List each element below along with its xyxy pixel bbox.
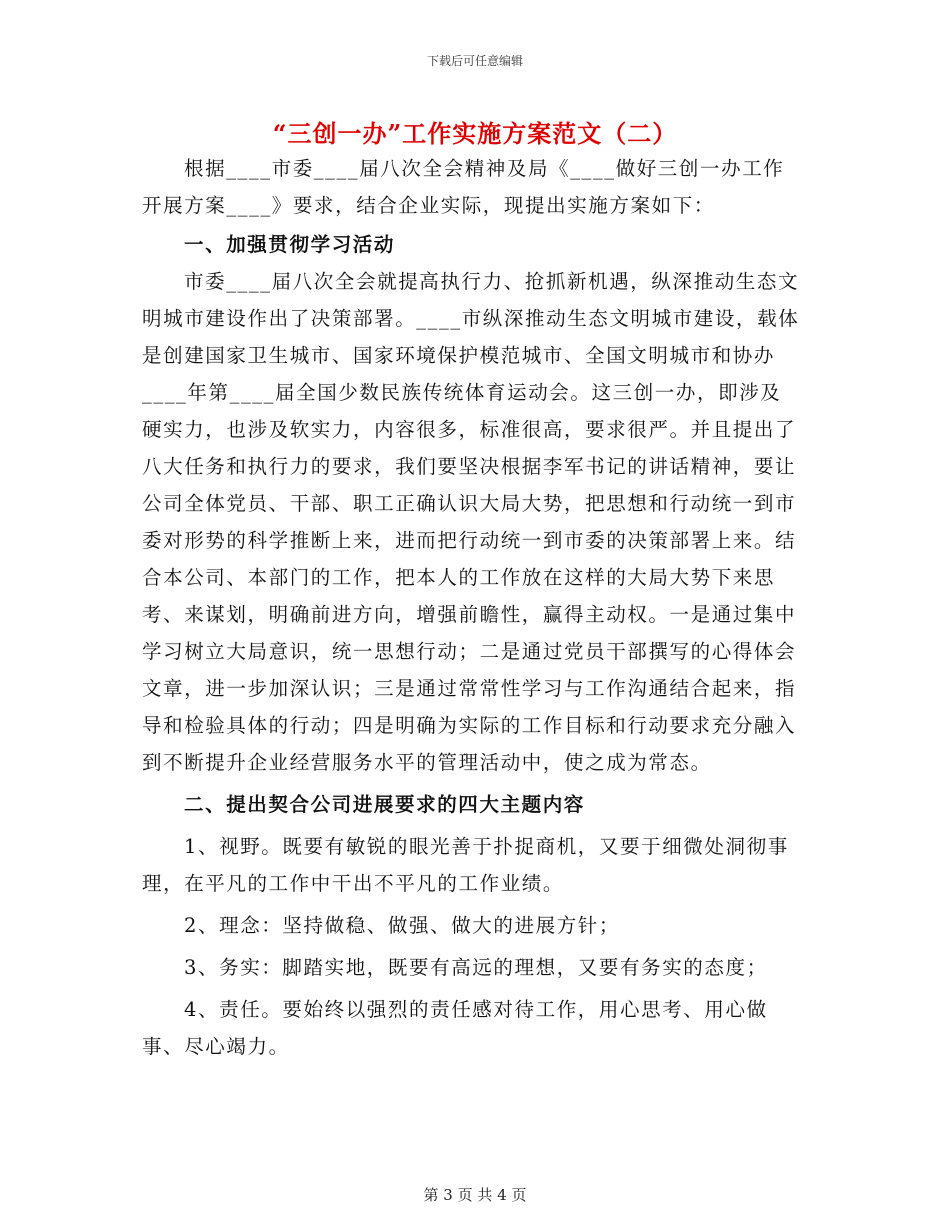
section-1-heading: 一、加强贯彻学习活动 [184, 233, 396, 256]
page-header: 下载后可任意编辑 [426, 54, 523, 68]
section-2-heading: 二、提出契合公司进展要求的四大主题内容 [184, 793, 585, 816]
list-item: 4、责任。要始终以强烈的责任感对待工作，用心思考、用心做事、尽心竭力。 [142, 998, 768, 1058]
list-item: 1、视野。既要有敏锐的眼光善于扑捉商机，又要于细微处洞彻事理，在平凡的工作中干出不平凡的工作业绩。 [142, 835, 789, 895]
section-1-paragraph: 市委____届八次全会就提高执行力、抢抓新机遇，纵深推动生态文明城市建设作出了决策部署。____市纵深推动生态文明城市建设，载体是创建国家卫生城市、国家环境保护模范城市、全国文明城市和协办____年第____届全国少数民族传统体育运动会。这三创一办，即涉及硬实力，也涉及软实力，内容很多，标准很高，要求很严。并且提出了八大任务和执行力的要求，我们要坚决根据李军书记的讲话精神，要让公司全体党员、干部、职工正确认识大局大势，把思想和行动统一到市委对形势的科学推断上来，进而把行动统一到市委的决策部署上来。结合本公司、本部门的工作，把本人的工作放在这样的大局大势下来思考、来谋划，明确前进方向，增强前瞻性，赢得主动权。一是通过集中学习树立大局意识，统一思想行动；二是通过党员干部撰写的心得体会文章，进一步加深认识；三是通过常常性学习与工作沟通结合起来，指导和检验具体的行动；四是明确为实际的工作目标和行动要求充分融入到不断提升企业经营服务水平的管理活动中，使之成为常态。 [142, 270, 800, 774]
document-title: “三创一办”工作实施方案范文（二） [272, 119, 678, 148]
intro-paragraph: 根据____市委____届八次全会精神及局《____做好三创一办工作开展方案____》要求，结合企业实际，现提出实施方案如下： [142, 157, 785, 217]
document-body [142, 150, 802, 1065]
page-footer: 第 3 页 共 4 页 [423, 1186, 527, 1204]
list-item: 3、务实：脚踏实地，既要有高远的理想，又要有务实的态度； [184, 956, 768, 979]
list-item: 2、理念：坚持做稳、做强、做大的进展方针； [184, 914, 621, 937]
